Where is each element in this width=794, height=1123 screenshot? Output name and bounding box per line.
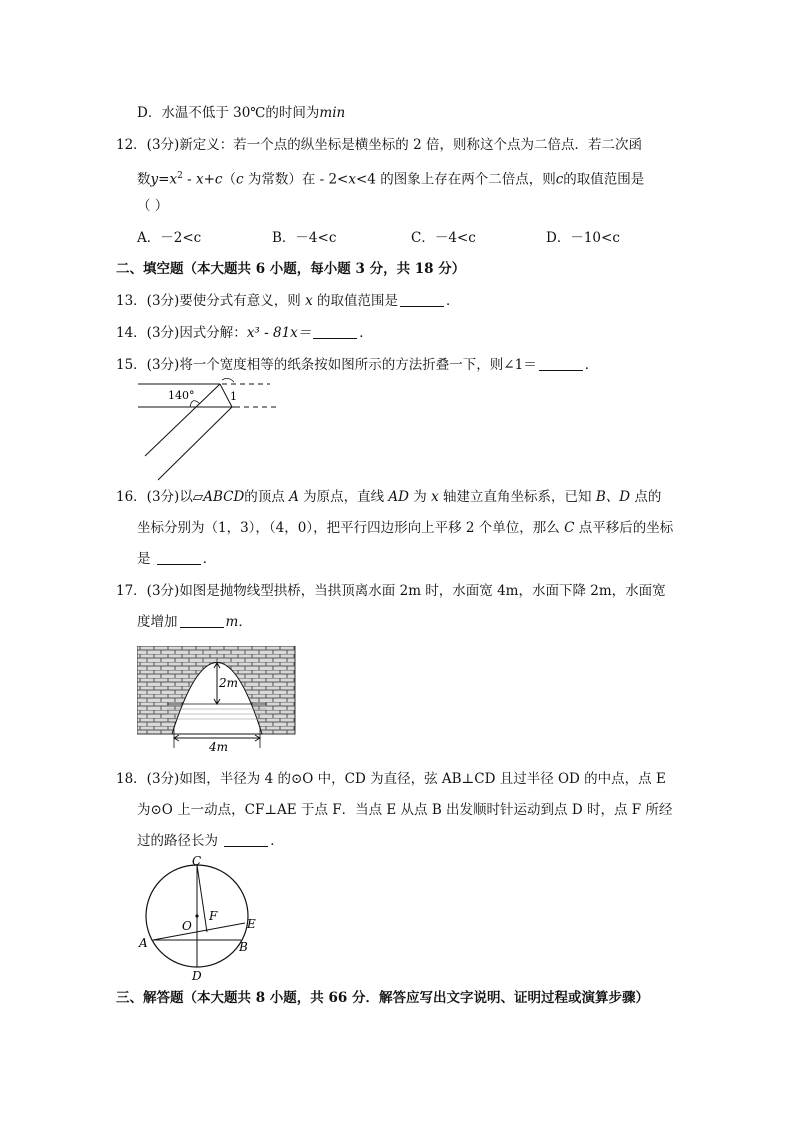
q15-folded-strip-figure: [130, 372, 290, 484]
section2-heading: 二、填空题（本大题共 6 小题，每小题 3 分，共 18 分）: [116, 261, 466, 277]
q12-option-d: D．－10<c: [546, 230, 620, 246]
q13-text: 13．(3分)要使分式有意义，则 x 的取值范围是 ．: [116, 293, 460, 309]
q14-answer-blank[interactable]: [313, 324, 357, 339]
q12-text-line1: 12．(3分)新定义：若一个点的纵坐标是横坐标的 2 倍，则称这个点为二倍点．若二次函: [116, 137, 642, 153]
q12-option-a: A．－2<c: [137, 230, 202, 246]
q12-paren: （ ）: [137, 198, 169, 214]
q16-text-line2: 坐标分别为（1，3），（4，0），把平行四边形向上平移 2 个单位，那么 C 点平移后的坐标: [137, 520, 674, 536]
q15-mark-label: 1: [230, 390, 237, 403]
q12-text-line2: 数$y=x^2 - x+c(c$ 为常数）在 - 2<x<4 的图象上存在两个二倍点，则c的取值范围是: [137, 171, 645, 188]
q15-angle-label: 140°: [168, 389, 195, 402]
q18-label-o: O: [182, 919, 192, 933]
q17-text-line1: 17．(3分)如图是抛物线型拱桥，当拱顶离水面 2m 时，水面宽 4m，水面下降 2m，水面宽: [116, 583, 666, 599]
q18-label-b: B: [239, 940, 248, 954]
q18-label-f: F: [209, 909, 218, 923]
q18-circle-figure: [135, 854, 270, 984]
q17-answer-blank[interactable]: [180, 613, 224, 628]
q15-text: 15．(3分)将一个宽度相等的纸条按如图所示的方法折叠一下，则∠1＝ ．: [116, 357, 599, 373]
section3-heading: 三、解答题（本大题共 8 小题，共 66 分．解答应写出文字说明、证明过程或演算步骤）: [116, 990, 649, 1006]
q18-answer-blank[interactable]: [224, 832, 268, 847]
q18-label-d: D: [192, 969, 202, 983]
q18-text-line3: 过的路径长为 ．: [137, 833, 284, 849]
q18-label-e: E: [247, 917, 256, 931]
q17-text-line2: 度增加 m．: [137, 614, 252, 630]
q12-option-b: B．－4<c: [272, 230, 337, 246]
q13-answer-blank[interactable]: [400, 292, 444, 307]
q15-answer-blank[interactable]: [539, 356, 583, 371]
q12-option-c: C．－4<c: [411, 230, 476, 246]
q16-text-line1: 16．(3分)以▱ABCD的顶点 A 为原点，直线 AD 为 x 轴建立直角坐标系，已知 B、D 点的: [116, 489, 662, 505]
q14-text: 14．(3分)因式分解：x³ - 81x＝ ．: [116, 325, 373, 341]
q16-text-line3: 是 ．: [137, 551, 217, 567]
q17-height-label: 2m: [219, 676, 239, 690]
q18-text-line2: 为⊙O 上一动点，CF⊥AE 于点 F．当点 E 从点 B 出发顺时针运动到点 D 时，点 F 所经: [137, 802, 673, 818]
q17-width-label: 4m: [209, 740, 229, 752]
q18-label-a: A: [139, 936, 148, 950]
q11-option-d: D．水温不低于 30℃的时间为min: [137, 105, 346, 121]
q18-text-line1: 18．(3分)如图，半径为 4 的⊙O 中，CD 为直径，弦 AB⊥CD 且过半径 OD 的中点，点 E: [116, 771, 666, 787]
q17-arch-bridge-figure: [137, 646, 297, 752]
q18-label-c: C: [192, 854, 202, 868]
q16-answer-blank[interactable]: [157, 550, 201, 565]
